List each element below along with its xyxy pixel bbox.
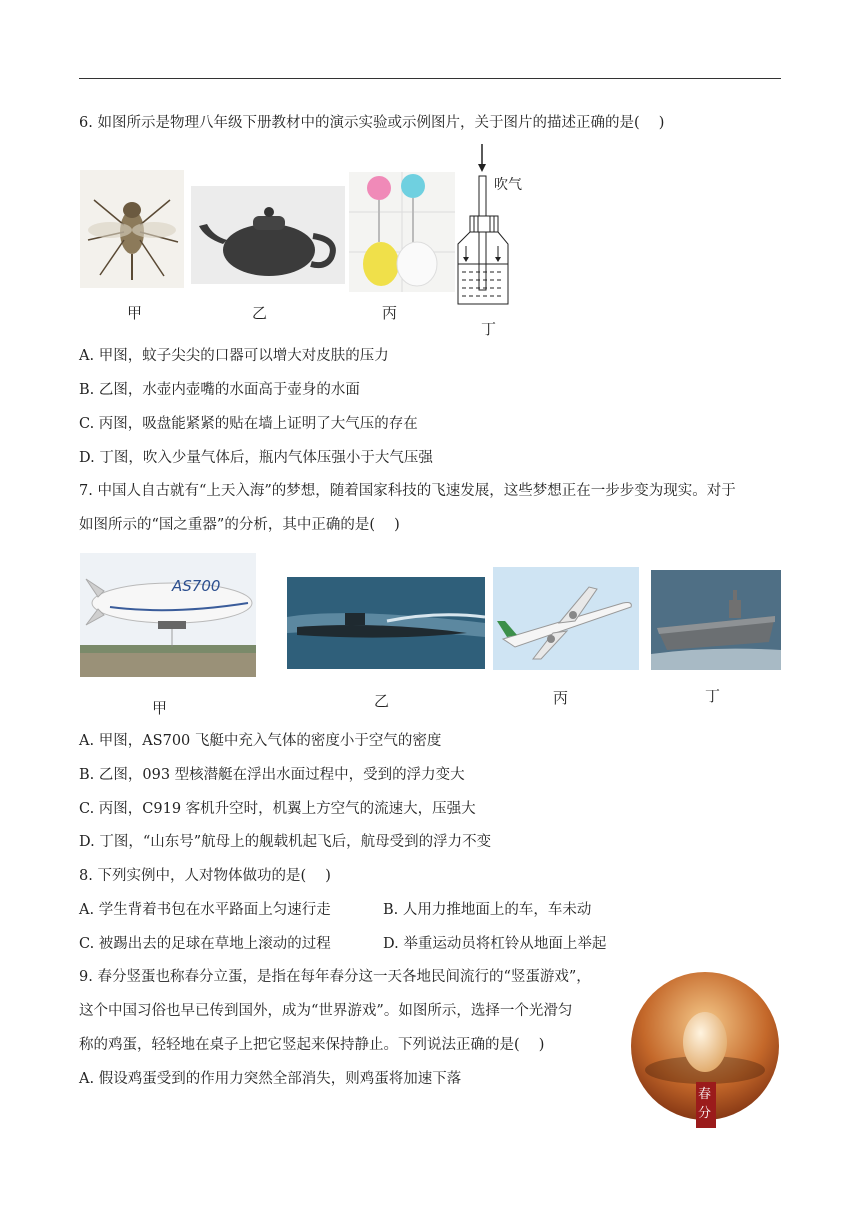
q6-option-d: D. 丁图，吹入少量气体后，瓶内气体压强小于大气压强 <box>79 450 433 466</box>
q7-option-a: A. 甲图，AS700 飞艇中充入气体的密度小于空气的密度 <box>79 733 442 749</box>
suction-cup-image <box>349 172 455 292</box>
q6-option-b: B. 乙图，水壶内壶嘴的水面高于壶身的水面 <box>79 382 360 398</box>
q7-option-c: C. 丙图，C919 客机升空时，机翼上方空气的流速大，压强大 <box>79 801 476 817</box>
caption-jia: 甲 <box>127 304 143 322</box>
caption-yi: 乙 <box>252 304 268 322</box>
q7-stem-line1: 7. 中国人自古就有“上天入海”的梦想，随着国家科技的飞速发展，这些梦想正在一步步变为现实。对于 <box>79 483 736 499</box>
caption-q7-jia: 甲 <box>152 699 168 717</box>
header-rule <box>79 78 781 79</box>
q8-option-a: A. 学生背着书包在水平路面上匀速行走 <box>79 902 331 918</box>
teapot-image <box>191 186 345 284</box>
q9-stem-line3: 称的鸡蛋，轻轻地在桌子上把它竖起来保持静止。下列说法正确的是( ) <box>79 1037 545 1053</box>
q8-option-d: D. 举重运动员将杠铃从地面上举起 <box>383 936 607 952</box>
q9-stem-line1: 9. 春分竖蛋也称春分立蛋，是指在每年春分这一天各地民间流行的“竖蛋游戏”， <box>79 969 591 985</box>
q8-option-c: C. 被踢出去的足球在草地上滚动的过程 <box>79 936 331 952</box>
egg-image <box>630 970 780 1130</box>
caption-q7-yi: 乙 <box>374 692 390 710</box>
q9-option-a: A. 假设鸡蛋受到的作用力突然全部消失，则鸡蛋将加速下落 <box>79 1071 462 1087</box>
q8-option-b: B. 人用力推地面上的车，车未动 <box>383 902 592 918</box>
q8-stem: 8. 下列实例中，人对物体做功的是( ) <box>79 868 331 884</box>
q6-option-c: C. 丙图，吸盘能紧紧的贴在墙上证明了大气压的存在 <box>79 416 418 432</box>
blow-label: 吹气 <box>494 177 522 193</box>
submarine-image <box>287 577 485 669</box>
q6-option-a: A. 甲图，蚊子尖尖的口器可以增大对皮肤的压力 <box>79 348 389 364</box>
airship-image <box>80 553 256 677</box>
bottle-diagram <box>450 140 530 312</box>
q7-option-d: D. 丁图，“山东号”航母上的舰载机起飞后，航母受到的浮力不变 <box>79 834 492 850</box>
caption-bing: 丙 <box>382 304 398 322</box>
caption-ding: 丁 <box>481 320 497 338</box>
q7-option-b: B. 乙图，093 型核潜艇在浮出水面过程中，受到的浮力变大 <box>79 767 465 783</box>
q6-stem: 6. 如图所示是物理八年级下册教材中的演示实验或示例图片，关于图片的描述正确的是( ) <box>79 115 665 131</box>
carrier-image <box>651 570 781 670</box>
seal-char-1: 春 <box>698 1087 712 1102</box>
airliner-image <box>493 567 639 670</box>
airship-label: AS700 <box>172 577 221 595</box>
caption-q7-ding: 丁 <box>705 687 721 705</box>
q9-stem-line2: 这个中国习俗也早已传到国外，成为“世界游戏”。如图所示，选择一个光滑匀 <box>79 1003 573 1019</box>
mosquito-image <box>80 170 184 288</box>
caption-q7-bing: 丙 <box>553 689 569 707</box>
q7-stem-line2: 如图所示的“国之重器”的分析，其中正确的是( ) <box>79 517 400 533</box>
seal-char-2: 分 <box>698 1106 712 1121</box>
